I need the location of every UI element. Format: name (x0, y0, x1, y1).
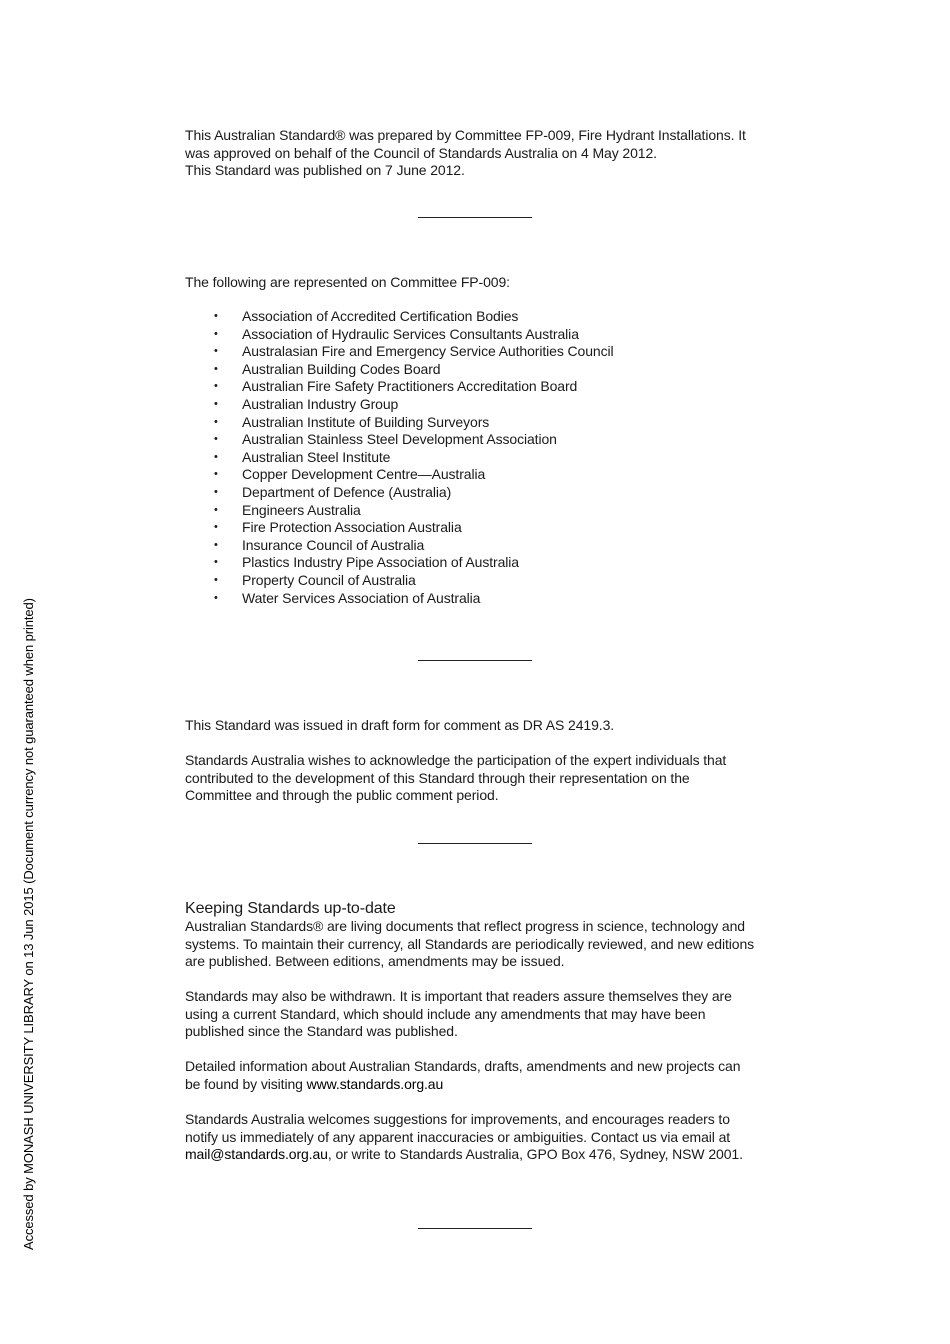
acknowledgement-line: Committee and through the public comment period. (185, 787, 499, 804)
committee-intro-text: The following are represented on Committee FP-009: (185, 274, 510, 290)
paragraph-line (185, 1076, 775, 1094)
committee-member-item (185, 326, 775, 344)
bullet-icon: • (214, 591, 218, 604)
committee-member-item (185, 519, 775, 537)
bullet-icon: • (214, 503, 218, 516)
section-divider (418, 1228, 532, 1229)
bullet-icon: • (214, 310, 218, 322)
committee-member-name: Insurance Council of Australia (242, 536, 425, 553)
committee-member-name: Copper Development Centre—Australia (242, 466, 486, 483)
committee-member-name: Australian Steel Institute (242, 448, 391, 465)
contact-paragraph (185, 1111, 775, 1164)
committee-member-item (185, 449, 775, 467)
committee-member-name: Water Services Association of Australia (242, 589, 481, 606)
bullet-icon: • (214, 380, 218, 393)
paragraph-line: are published. Between editions, amendments may be issued. (185, 953, 565, 970)
committee-member-item (185, 537, 775, 555)
email-link[interactable]: mail@standards.org.au (185, 1146, 328, 1163)
section-divider (418, 843, 532, 844)
bullet-icon: • (214, 327, 218, 340)
committee-member-name: Australasian Fire and Emergency Service Authorities Council (242, 343, 614, 360)
committee-member-item (185, 396, 775, 414)
bullet-icon: • (214, 362, 218, 375)
section-divider (418, 217, 532, 218)
acknowledgement-line: Standards Australia wishes to acknowledge the participation of the expert individuals that (185, 752, 727, 768)
bullet-icon: • (214, 450, 218, 463)
preparation-notice-line: was approved on behalf of the Council of Standards Australia on 4 May 2012. (185, 144, 657, 161)
committee-member-item (185, 431, 775, 449)
committee-member-list (185, 308, 775, 607)
information-paragraph (185, 1058, 775, 1093)
paragraph-line: notify us immediately of any apparent inaccuracies or ambiguities. Contact us via email at (185, 1128, 731, 1145)
committee-member-item (185, 361, 775, 379)
draft-notice-text: This Standard was issued in draft form for comment as DR AS 2419.3. (185, 717, 615, 733)
committee-member-name: Australian Fire Safety Practitioners Accreditation Board (242, 378, 578, 395)
bullet-icon: • (214, 345, 218, 358)
bullet-icon: • (214, 468, 218, 481)
bullet-icon: • (214, 433, 218, 446)
committee-member-name: Australian Building Codes Board (242, 360, 441, 377)
committee-member-name: Engineers Australia (242, 501, 361, 518)
bullet-icon: • (214, 397, 218, 410)
committee-member-item (185, 343, 775, 361)
bullet-icon: • (214, 521, 218, 534)
keeping-up-to-date-section (185, 899, 775, 971)
committee-member-name: Association of Accredited Certification Bodies (242, 308, 519, 324)
committee-member-item (185, 308, 775, 326)
paragraph-text: be found by visiting (185, 1075, 307, 1092)
draft-notice (185, 717, 775, 735)
committee-member-item (185, 590, 775, 608)
committee-member-item (185, 502, 775, 520)
committee-member-name: Australian Institute of Building Surveyors (242, 413, 490, 430)
bullet-icon: • (214, 415, 218, 428)
acknowledgement (185, 752, 775, 805)
committee-intro (185, 274, 775, 292)
committee-member-name: Association of Hydraulic Services Consultants Australia (242, 325, 579, 342)
paragraph-line: Standards may also be withdrawn. It is important that readers assure themselves they are (185, 988, 732, 1004)
committee-member-item (185, 572, 775, 590)
bullet-icon: • (214, 573, 218, 586)
paragraph-line: systems. To maintain their currency, all Standards are periodically reviewed, and new editions (185, 935, 755, 952)
paragraph-text: , or write to Standards Australia, GPO Box 476, Sydney, NSW 2001. (327, 1146, 743, 1163)
paragraph-line: Detailed information about Australian Standards, drafts, amendments and new projects can (185, 1058, 741, 1074)
paragraph-line: published since the Standard was published. (185, 1023, 458, 1040)
preparation-notice (185, 127, 775, 180)
section-divider (418, 660, 532, 661)
committee-members (185, 308, 775, 607)
committee-member-name: Property Council of Australia (242, 571, 416, 588)
paragraph-line: using a current Standard, which should include any amendments that may have been (185, 1005, 706, 1022)
preparation-notice-line: This Australian Standard® was prepared by Committee FP-009, Fire Hydrant Installations. It (185, 127, 746, 143)
bullet-icon: • (214, 485, 218, 498)
paragraph-line (185, 1146, 775, 1164)
committee-member-item (185, 414, 775, 432)
committee-member-name: Australian Stainless Steel Development Association (242, 431, 557, 448)
access-watermark: Accessed by MONASH UNIVERSITY LIBRARY on 13 Jun 2015 (Document currency not guaranteed when printed) (21, 598, 36, 1250)
website-link[interactable]: www.standards.org.au (306, 1075, 444, 1092)
paragraph-line: Australian Standards® are living documents that reflect progress in science, technology and (185, 918, 745, 934)
committee-member-name: Fire Protection Association Australia (242, 519, 462, 536)
section-heading: Keeping Standards up-to-date (185, 900, 396, 917)
committee-member-name: Department of Defence (Australia) (242, 483, 452, 500)
committee-member-item (185, 554, 775, 572)
committee-member-name: Australian Industry Group (242, 395, 399, 412)
bullet-icon: • (214, 538, 218, 551)
committee-member-item (185, 484, 775, 502)
committee-member-name: Plastics Industry Pipe Association of Australia (242, 554, 519, 571)
committee-member-item (185, 378, 775, 396)
bullet-icon: • (214, 556, 218, 569)
paragraph-line: Standards Australia welcomes suggestions for improvements, and encourages readers to (185, 1111, 730, 1127)
acknowledgement-line: contributed to the development of this Standard through their representation on the (185, 769, 690, 786)
committee-member-item (185, 466, 775, 484)
withdrawal-paragraph (185, 988, 775, 1041)
preparation-notice-line: This Standard was published on 7 June 2012. (185, 162, 465, 179)
